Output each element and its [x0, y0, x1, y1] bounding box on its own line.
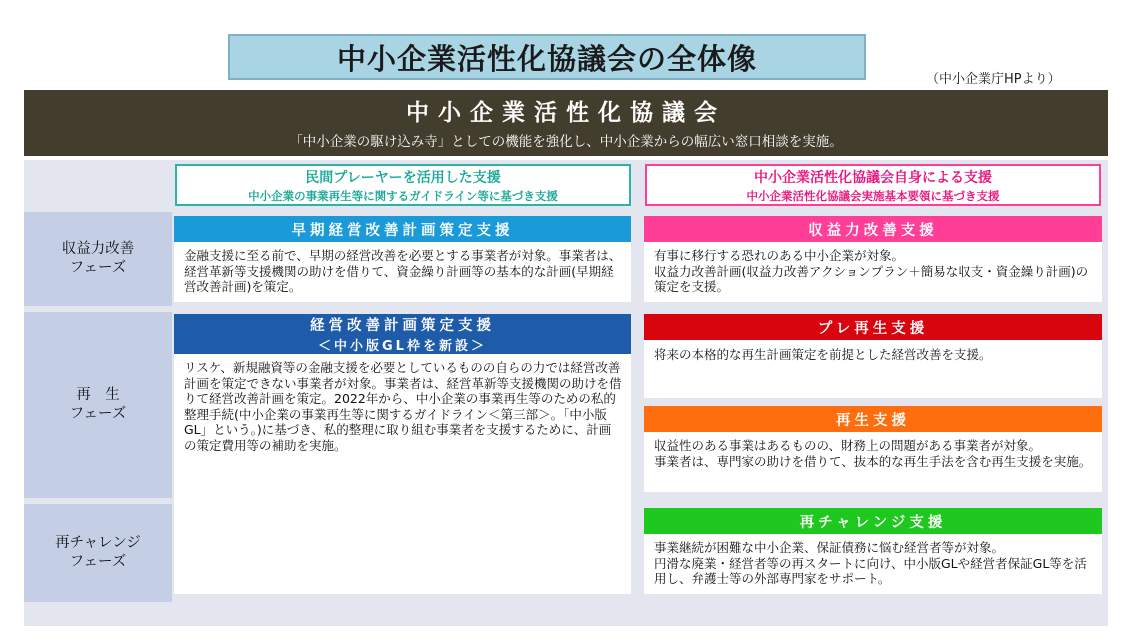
rechallenge-support-body: 事業継続が困難な中小企業、保証債務に悩む経営者等が対象。 円滑な廃業・経営者等の再スタートに向け、中小版GLや経営者保証GL等を活用し、弁護士等の外部専門家をサポート。 — [654, 540, 1087, 586]
council-own-support-subtitle: 中小企業活性化協議会実施基本要領に基づき支援 — [746, 188, 1000, 203]
pre-revival-support-body: 将来の本格的な再生計画策定を前提とした経営改善を支援。 — [654, 347, 992, 362]
mgmt-plan-support-body: リスケ、新規融資等の金融支援を必要としているものの自らの力では経営改善計画を策定できない事業者が対象。事業者は、経営革新等支援機関の助けを借りて経営改善計画を策定。2022年から、中小企業の事業再生等のための私的整理手続(中小企業の事業再生等に関するガイドライン＜第三部＞。「中小版GL」という。)に基づき、私的整理に取り組む事業者を支援するために、計画の策定費用等の補助を実施。 — [184, 360, 622, 453]
council-own-support-title: 中小企業活性化協議会自身による支援 — [754, 169, 992, 186]
private-player-support-subtitle: 中小企業の事業再生等に関するガイドライン等に基づき支援 — [248, 188, 558, 203]
profit-improvement-support-title: 収益力改善支援 — [644, 216, 1102, 242]
pre-revival-support-title: プレ再生支援 — [644, 314, 1102, 340]
revival-support-title: 再生支援 — [644, 406, 1102, 432]
phase-label-revival: 再 生 フェーズ — [69, 387, 127, 422]
rechallenge-support-title: 再チャレンジ支援 — [644, 508, 1102, 534]
early-plan-support-box — [174, 216, 631, 302]
early-plan-support-body: 金融支援に至る前で、早期の経営改善を必要とする事業者が対象。事業者は、経営革新等支援機関の助けを借りて、資金繰り計画等の基本的な計画(早期経営改善計画)を策定。 — [184, 248, 622, 294]
source-note: （中小企業庁HPより） — [926, 72, 1061, 87]
phase-label-profit: 収益力改善 フェーズ — [61, 241, 135, 276]
mgmt-plan-support-title: 経営改善計画策定支援 — [310, 318, 495, 334]
page-title: 中小企業活性化協議会の全体像 — [228, 34, 866, 80]
council-own-support-header — [645, 164, 1101, 206]
mgmt-plan-support-subtitle: ＜中小版GL枠を新設＞ — [318, 339, 487, 354]
revival-support-body: 収益性のある事業はあるものの、財務上の問題がある事業者が対象。 事業者は、専門家の助けを借りて、抜本的な再生手法を含む再生支援を実施。 — [654, 438, 1092, 469]
banner-title: 中小企業活性化協議会 — [406, 100, 726, 126]
mgmt-plan-support-header — [174, 314, 631, 354]
revival-support-box — [644, 406, 1102, 492]
profit-improvement-support-box — [644, 216, 1102, 302]
private-player-support-header — [175, 164, 631, 206]
phase-label-rechallenge: 再チャレンジ フェーズ — [55, 535, 141, 570]
private-player-support-title: 民間プレーヤーを活用した支援 — [305, 169, 501, 186]
pre-revival-support-box — [644, 314, 1102, 398]
banner-subtitle: 「中小企業の駆け込み寺」としての機能を強化し、中小企業からの幅広い窓口相談を実施。 — [289, 134, 843, 150]
early-plan-support-title: 早期経営改善計画策定支援 — [174, 216, 631, 242]
mgmt-plan-support-box — [174, 314, 631, 594]
rechallenge-support-box — [644, 508, 1102, 594]
profit-improvement-support-body: 有事に移行する恐れのある中小企業が対象。 収益力改善計画(収益力改善アクションプラン＋簡易な収支・資金繰り計画)の策定を支援。 — [654, 248, 1089, 294]
council-banner — [24, 90, 1108, 156]
